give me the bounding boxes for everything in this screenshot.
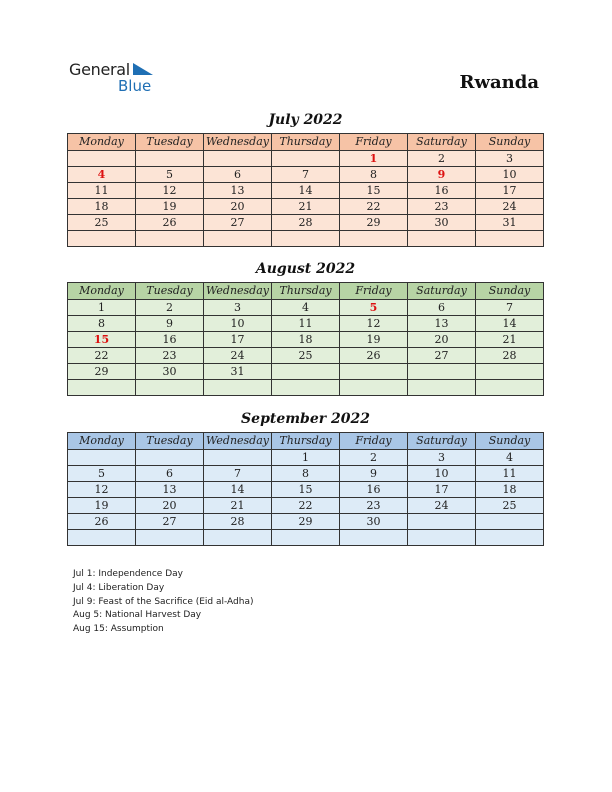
weekday-header: Tuesday <box>136 134 204 151</box>
empty-day-cell <box>136 530 204 546</box>
week-row <box>68 514 544 530</box>
weekday-header: Monday <box>68 283 136 300</box>
week-row <box>68 199 544 215</box>
day-cell: 4 <box>272 300 340 316</box>
day-cell: 4 <box>68 167 136 183</box>
logo-word-blue: Blue <box>118 77 152 95</box>
day-cell: 11 <box>476 466 544 482</box>
day-cell: 27 <box>408 348 476 364</box>
day-cell: 2 <box>340 450 408 466</box>
day-cell: 17 <box>408 482 476 498</box>
day-cell: 7 <box>476 300 544 316</box>
day-cell: 24 <box>408 498 476 514</box>
day-cell: 9 <box>340 466 408 482</box>
week-row <box>68 380 544 396</box>
empty-day-cell <box>68 231 136 247</box>
day-cell: 28 <box>204 514 272 530</box>
day-cell: 14 <box>476 316 544 332</box>
day-cell: 5 <box>136 167 204 183</box>
calendar-july <box>67 133 544 247</box>
day-cell: 12 <box>68 482 136 498</box>
day-cell: 15 <box>68 332 136 348</box>
day-cell: 2 <box>136 300 204 316</box>
day-cell: 5 <box>68 466 136 482</box>
day-cell: 12 <box>340 316 408 332</box>
day-cell: 29 <box>272 514 340 530</box>
day-cell: 4 <box>476 450 544 466</box>
day-cell: 1 <box>68 300 136 316</box>
day-cell: 7 <box>272 167 340 183</box>
week-row <box>68 348 544 364</box>
empty-day-cell <box>136 231 204 247</box>
holiday-note: Aug 15: Assumption <box>73 624 164 635</box>
day-cell: 21 <box>476 332 544 348</box>
weekday-header: Wednesday <box>204 134 272 151</box>
day-cell: 28 <box>476 348 544 364</box>
logo <box>69 60 169 96</box>
empty-day-cell <box>204 530 272 546</box>
day-cell: 27 <box>136 514 204 530</box>
empty-day-cell <box>408 231 476 247</box>
empty-day-cell <box>408 364 476 380</box>
weekday-header: Saturday <box>408 134 476 151</box>
empty-day-cell <box>204 380 272 396</box>
empty-day-cell <box>68 530 136 546</box>
empty-day-cell <box>204 231 272 247</box>
empty-day-cell <box>204 450 272 466</box>
country-title: Rwanda <box>459 72 539 93</box>
empty-day-cell <box>136 151 204 167</box>
day-cell: 10 <box>476 167 544 183</box>
week-row <box>68 151 544 167</box>
day-cell: 9 <box>136 316 204 332</box>
day-cell: 1 <box>272 450 340 466</box>
day-cell: 22 <box>68 348 136 364</box>
holiday-note: Jul 4: Liberation Day <box>73 582 165 593</box>
day-cell: 19 <box>68 498 136 514</box>
day-cell: 16 <box>340 482 408 498</box>
empty-day-cell <box>272 530 340 546</box>
week-row <box>68 215 544 231</box>
day-cell: 23 <box>408 199 476 215</box>
week-row <box>68 498 544 514</box>
day-cell: 18 <box>476 482 544 498</box>
day-cell: 9 <box>408 167 476 183</box>
month-title-august: August 2022 <box>255 261 356 277</box>
day-cell: 23 <box>340 498 408 514</box>
weekday-header: Thursday <box>272 134 340 151</box>
day-cell: 8 <box>68 316 136 332</box>
weekday-header: Sunday <box>476 134 544 151</box>
holiday-note: Jul 9: Feast of the Sacrifice (Eid al-Adha) <box>73 596 254 607</box>
week-row <box>68 332 544 348</box>
calendar-september <box>67 432 544 546</box>
day-cell: 14 <box>204 482 272 498</box>
weekday-header: Thursday <box>272 283 340 300</box>
empty-day-cell <box>476 514 544 530</box>
day-cell: 3 <box>408 450 476 466</box>
empty-day-cell <box>68 380 136 396</box>
weekday-header: Friday <box>340 134 408 151</box>
weekday-header: Friday <box>340 433 408 450</box>
day-cell: 30 <box>408 215 476 231</box>
day-cell: 20 <box>204 199 272 215</box>
day-cell: 3 <box>476 151 544 167</box>
day-cell: 24 <box>476 199 544 215</box>
day-cell: 22 <box>272 498 340 514</box>
empty-day-cell <box>68 450 136 466</box>
empty-day-cell <box>340 530 408 546</box>
day-cell: 25 <box>476 498 544 514</box>
day-cell: 29 <box>68 364 136 380</box>
week-row <box>68 530 544 546</box>
holiday-note: Aug 5: National Harvest Day <box>73 610 202 621</box>
holiday-note: Jul 1: Independence Day <box>73 569 183 579</box>
day-cell: 28 <box>272 215 340 231</box>
day-cell: 10 <box>408 466 476 482</box>
week-row <box>68 364 544 380</box>
day-cell: 6 <box>204 167 272 183</box>
logo-word-general: General <box>69 60 130 79</box>
day-cell: 3 <box>204 300 272 316</box>
day-cell: 19 <box>340 332 408 348</box>
week-row <box>68 183 544 199</box>
week-row <box>68 450 544 466</box>
day-cell: 13 <box>408 316 476 332</box>
weekday-header: Sunday <box>476 433 544 450</box>
empty-day-cell <box>476 380 544 396</box>
day-cell: 6 <box>136 466 204 482</box>
holiday-notes <box>73 568 254 637</box>
empty-day-cell <box>340 380 408 396</box>
empty-day-cell <box>476 364 544 380</box>
day-cell: 30 <box>340 514 408 530</box>
empty-day-cell <box>340 231 408 247</box>
empty-day-cell <box>272 151 340 167</box>
weekday-header: Monday <box>68 433 136 450</box>
month-title-september: September 2022 <box>241 411 370 427</box>
week-row <box>68 482 544 498</box>
day-cell: 21 <box>204 498 272 514</box>
day-cell: 16 <box>136 332 204 348</box>
day-cell: 23 <box>136 348 204 364</box>
day-cell: 8 <box>340 167 408 183</box>
day-cell: 25 <box>68 215 136 231</box>
empty-day-cell <box>136 380 204 396</box>
weekday-header: Wednesday <box>204 283 272 300</box>
day-cell: 27 <box>204 215 272 231</box>
day-cell: 22 <box>340 199 408 215</box>
weekday-header: Thursday <box>272 433 340 450</box>
day-cell: 16 <box>408 183 476 199</box>
day-cell: 31 <box>204 364 272 380</box>
empty-day-cell <box>408 380 476 396</box>
month-title-july: July 2022 <box>268 112 343 128</box>
day-cell: 10 <box>204 316 272 332</box>
day-cell: 7 <box>204 466 272 482</box>
day-cell: 25 <box>272 348 340 364</box>
weekday-header: Saturday <box>408 433 476 450</box>
empty-day-cell <box>476 231 544 247</box>
calendar-august <box>67 282 544 396</box>
day-cell: 20 <box>408 332 476 348</box>
empty-day-cell <box>408 530 476 546</box>
empty-day-cell <box>272 380 340 396</box>
day-cell: 26 <box>68 514 136 530</box>
day-cell: 5 <box>340 300 408 316</box>
day-cell: 17 <box>204 332 272 348</box>
weekday-header: Saturday <box>408 283 476 300</box>
weekday-header: Friday <box>340 283 408 300</box>
empty-day-cell <box>136 450 204 466</box>
day-cell: 30 <box>136 364 204 380</box>
weekday-header: Sunday <box>476 283 544 300</box>
day-cell: 24 <box>204 348 272 364</box>
week-row <box>68 466 544 482</box>
empty-day-cell <box>204 151 272 167</box>
day-cell: 18 <box>272 332 340 348</box>
weekday-header: Tuesday <box>136 283 204 300</box>
day-cell: 26 <box>136 215 204 231</box>
day-cell: 11 <box>68 183 136 199</box>
empty-day-cell <box>476 530 544 546</box>
logo-triangle-icon <box>133 63 155 77</box>
day-cell: 15 <box>272 482 340 498</box>
day-cell: 13 <box>204 183 272 199</box>
weekday-header-row <box>68 134 544 151</box>
day-cell: 1 <box>340 151 408 167</box>
day-cell: 15 <box>340 183 408 199</box>
weekday-header: Tuesday <box>136 433 204 450</box>
day-cell: 17 <box>476 183 544 199</box>
day-cell: 12 <box>136 183 204 199</box>
day-cell: 11 <box>272 316 340 332</box>
weekday-header: Monday <box>68 134 136 151</box>
day-cell: 14 <box>272 183 340 199</box>
week-row <box>68 231 544 247</box>
day-cell: 20 <box>136 498 204 514</box>
week-row <box>68 300 544 316</box>
empty-day-cell <box>68 151 136 167</box>
day-cell: 2 <box>408 151 476 167</box>
day-cell: 6 <box>408 300 476 316</box>
empty-day-cell <box>408 514 476 530</box>
weekday-header: Wednesday <box>204 433 272 450</box>
day-cell: 29 <box>340 215 408 231</box>
week-row <box>68 316 544 332</box>
empty-day-cell <box>272 231 340 247</box>
empty-day-cell <box>340 364 408 380</box>
weekday-header-row <box>68 283 544 300</box>
day-cell: 31 <box>476 215 544 231</box>
day-cell: 13 <box>136 482 204 498</box>
day-cell: 18 <box>68 199 136 215</box>
weekday-header-row <box>68 433 544 450</box>
day-cell: 26 <box>340 348 408 364</box>
day-cell: 21 <box>272 199 340 215</box>
empty-day-cell <box>272 364 340 380</box>
week-row <box>68 167 544 183</box>
day-cell: 19 <box>136 199 204 215</box>
day-cell: 8 <box>272 466 340 482</box>
